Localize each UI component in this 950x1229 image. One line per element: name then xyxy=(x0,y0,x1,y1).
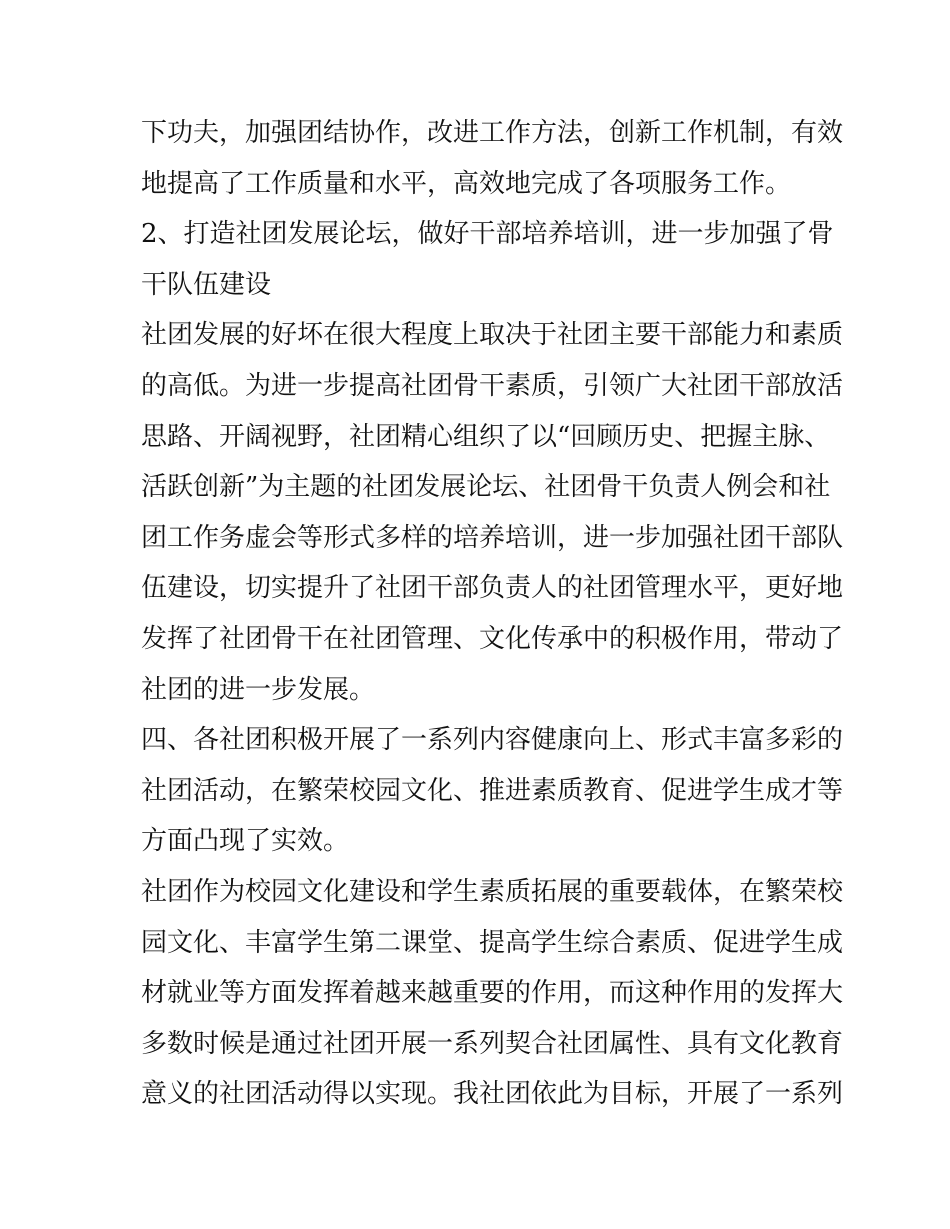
section-heading: 干队伍建设 xyxy=(141,269,272,300)
text-line: 园文化、丰富学生第二课堂、提高学生综合素质、促进学生成 xyxy=(141,927,844,958)
text-line: 团工作务虚会等形式多样的培养培训，进一步加强社团干部队 xyxy=(141,522,844,553)
text-line: 社团的进一步发展。 xyxy=(141,674,376,705)
text-line: 材就业等方面发挥着越来越重要的作用，而这种作用的发挥大 xyxy=(141,978,844,1009)
text-line: 活跃创新”为主题的社团发展论坛、社团骨干负责人例会和社 xyxy=(141,472,831,503)
text-line: 伍建设，切实提升了社团干部负责人的社团管理水平，更好地 xyxy=(141,573,844,604)
text-line: 的高低。为进一步提高社团骨干素质，引领广大社团干部放活 xyxy=(141,370,844,401)
section-heading: 四、各社团积极开展了一系列内容健康向上、形式丰富多彩的 xyxy=(141,725,844,756)
text-line: 思路、开阔视野，社团精心组织了以“回顾历史、把握主脉、 xyxy=(141,421,831,452)
text-line: 地提高了工作质量和水平，高效地完成了各项服务工作。 xyxy=(141,168,792,199)
section-heading: 方面凸现了实效。 xyxy=(141,826,350,857)
text-line: 社团发展的好坏在很大程度上取决于社团主要干部能力和素质 xyxy=(141,320,844,351)
text-line: 多数时候是通过社团开展一系列契合社团属性、具有文化教育 xyxy=(141,1028,844,1059)
text-line: 下功夫，加强团结协作，改进工作方法，创新工作机制，有效 xyxy=(141,118,844,148)
body-text xyxy=(141,108,844,1120)
section-heading: 社团活动，在繁荣校园文化、推进素质教育、促进学生成才等 xyxy=(141,775,844,806)
section-heading: 2、打造社团发展论坛，做好干部培养培训，进一步加强了骨 xyxy=(141,219,834,250)
text-line: 意义的社团活动得以实现。我社团依此为目标，开展了一系列 xyxy=(141,1079,844,1110)
text-line: 社团作为校园文化建设和学生素质拓展的重要载体，在繁荣校 xyxy=(141,876,844,907)
text-line: 发挥了社团骨干在社团管理、文化传承中的积极作用，带动了 xyxy=(141,623,844,654)
